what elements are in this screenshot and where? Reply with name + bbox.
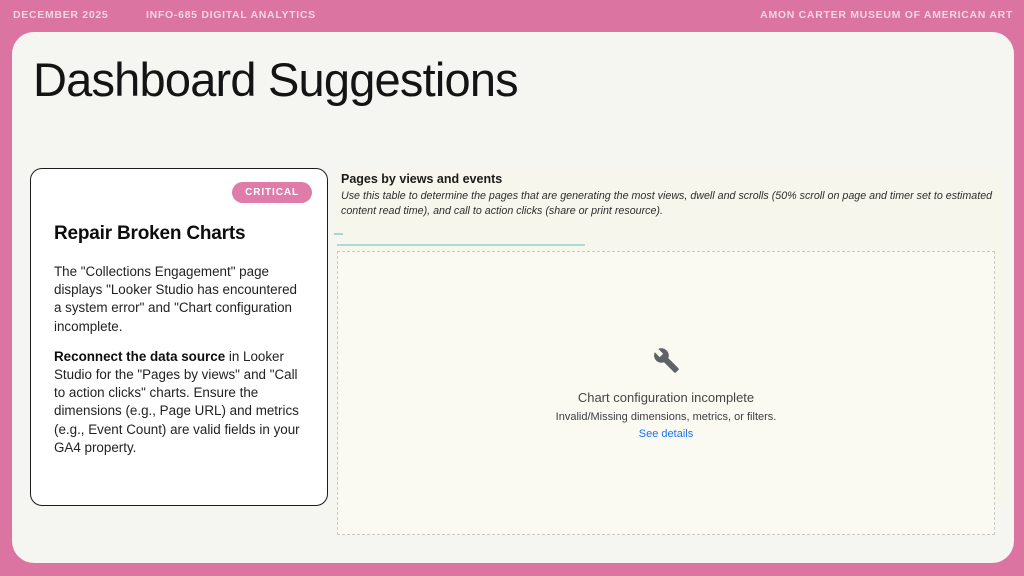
see-details-link[interactable]: See details (638, 427, 694, 440)
critical-badge: CRITICAL (232, 182, 312, 203)
table-header-underline (337, 244, 585, 246)
slide-surface (12, 32, 1014, 563)
frame-date-label: DECEMBER 2025 (13, 9, 109, 21)
error-subtitle: Invalid/Missing dimensions, metrics, or filters. (555, 410, 777, 423)
table-border-fragment (334, 233, 343, 235)
frame-organization-label: AMON CARTER MUSEUM OF AMERICAN ART (760, 9, 1013, 21)
chart-selection-area (337, 251, 995, 535)
slide-title: Dashboard Suggestions (33, 53, 518, 106)
card-paragraph-2-rest: in Looker Studio for the "Pages by views" and "Call to action clicks" charts. Ensure the dimensions (e.g., Page URL) and metrics (e.g., Event Count) are valid fields in your GA4 property. (54, 348, 300, 455)
card-paragraph-2 (54, 348, 306, 457)
chart-description: Use this table to determine the pages that are generating the most views, dwell and scrolls (50% scroll on page and timer set to estimated content read time), and call to action clicks (share or print resource). (341, 190, 993, 217)
suggestion-card (30, 168, 328, 506)
card-paragraph-2-bold: Reconnect the data source (54, 348, 226, 364)
frame-course-label: INFO-685 DIGITAL ANALYTICS (146, 9, 316, 21)
card-heading: Repair Broken Charts (54, 223, 246, 244)
card-body (54, 263, 306, 469)
card-paragraph-1: The "Collections Engagement" page displays "Looker Studio has encountered a system error" and "Chart configuration incomplete. (54, 264, 297, 334)
chart-error-block (338, 252, 994, 534)
looker-screenshot-panel (335, 170, 1005, 508)
error-title: Chart configuration incomplete (577, 389, 755, 405)
chart-title: Pages by views and events (341, 172, 503, 186)
wrench-icon (653, 347, 680, 374)
